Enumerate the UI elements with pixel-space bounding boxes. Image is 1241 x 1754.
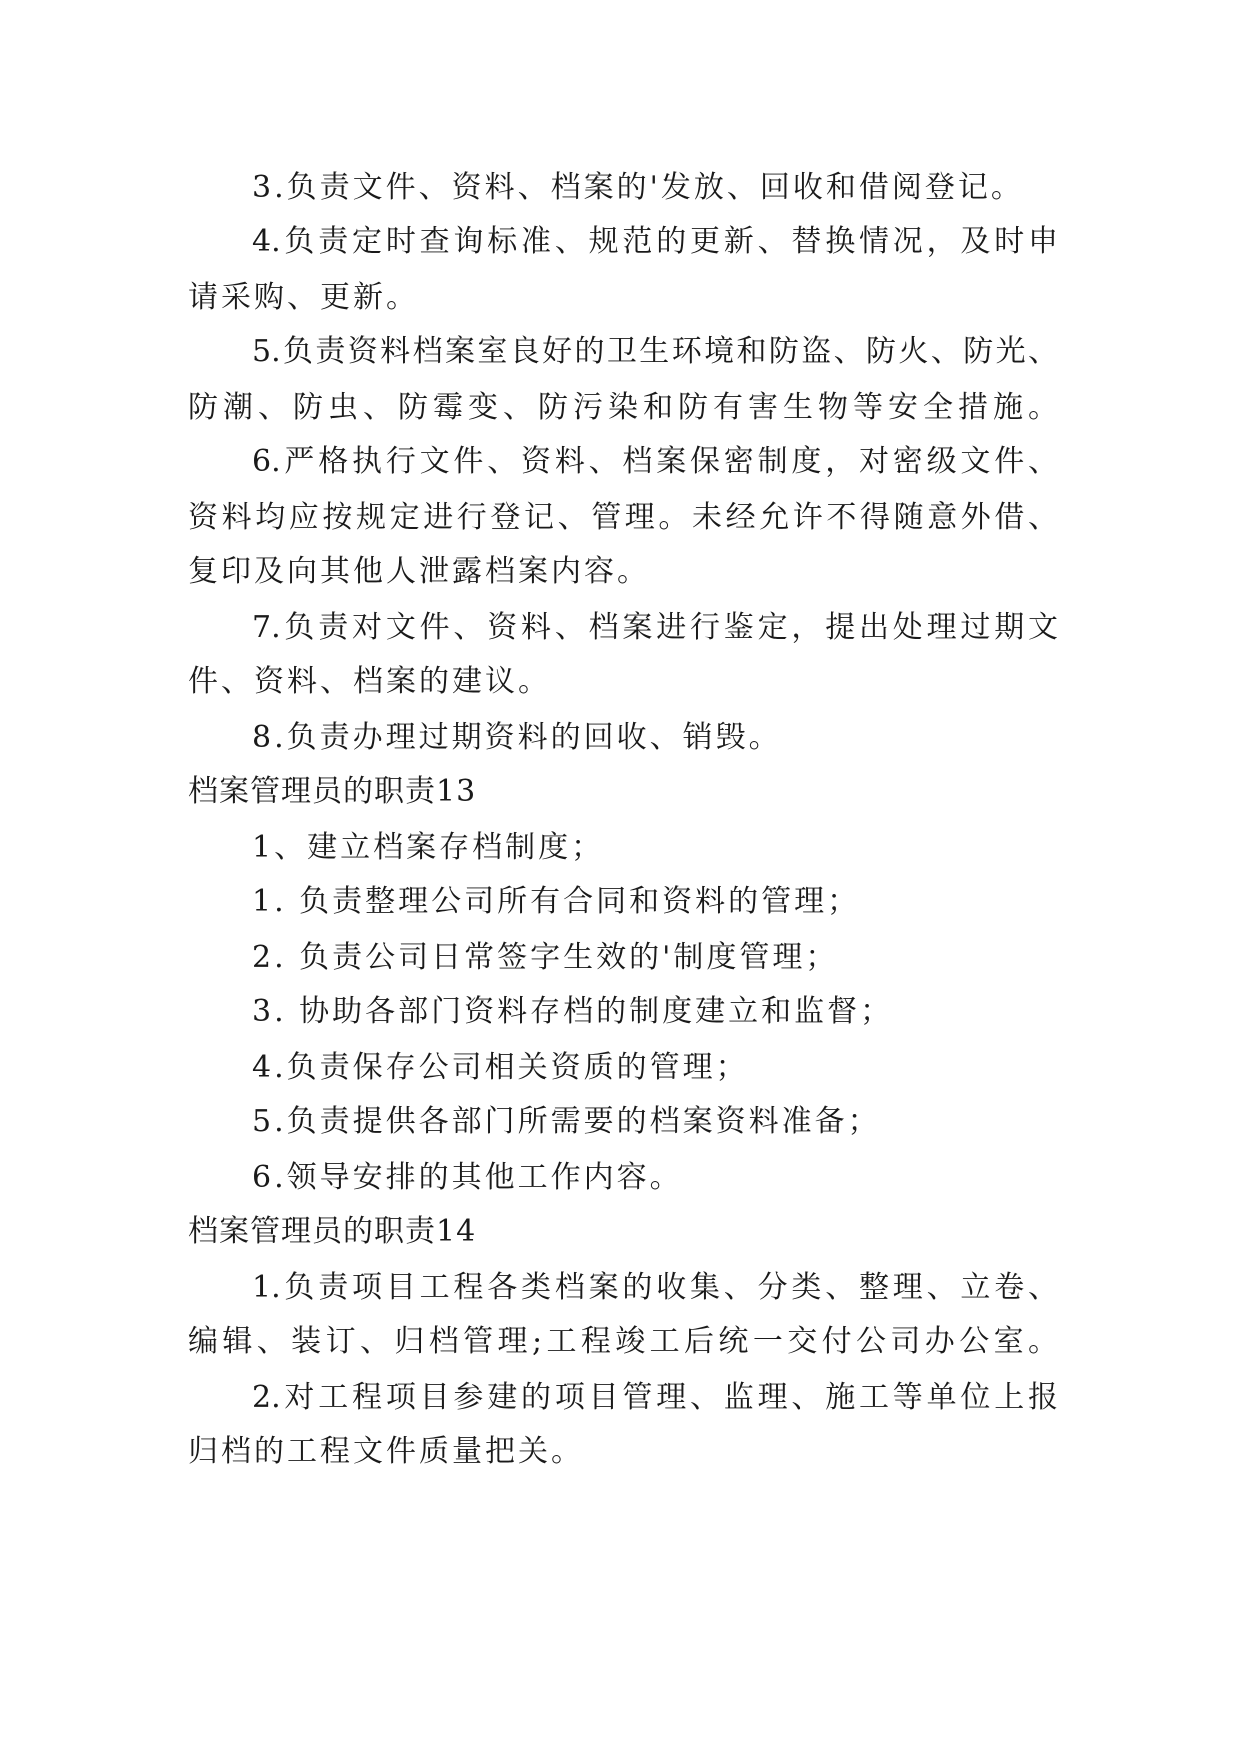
paragraph-line: 编辑、装订、归档管理;工程竣工后统一交付公司办公室。 [188,1324,1058,1359]
list-item: 1. 负责整理公司所有合同和资料的管理； [252,884,861,919]
paragraph-line: 1.负责项目工程各类档案的收集、分类、整理、立卷、 [252,1270,1058,1305]
paragraph-line: 资料均应按规定进行登记、管理。未经允许不得随意外借、 [188,500,1058,535]
section-heading: 档案管理员的职责14 [188,1214,477,1249]
paragraph-line: 2.对工程项目参建的项目管理、监理、施工等单位上报 [252,1380,1058,1415]
paragraph-line: 7.负责对文件、资料、档案进行鉴定，提出处理过期文 [252,610,1058,645]
paragraph-line: 5.负责资料档案室良好的卫生环境和防盗、防火、防光、 [252,334,1058,369]
list-item: 1、建立档案存档制度； [252,830,605,865]
list-item: 4.负责保存公司相关资质的管理； [252,1050,749,1085]
paragraph-line: 防潮、防虫、防霉变、防污染和防有害生物等安全措施。 [188,390,1058,425]
list-item: 6.领导安排的其他工作内容。 [252,1160,683,1195]
paragraph-line: 3.负责文件、资料、档案的'发放、回收和借阅登记。 [252,170,1024,205]
paragraph-line: 8.负责办理过期资料的回收、销毁。 [252,720,782,755]
section-heading: 档案管理员的职责13 [188,774,477,809]
list-item: 2. 负责公司日常签字生效的'制度管理； [252,940,839,975]
paragraph-line: 归档的工程文件质量把关。 [188,1434,584,1469]
paragraph-line: 6.严格执行文件、资料、档案保密制度，对密级文件、 [252,444,1058,479]
paragraph-line: 件、资料、档案的建议。 [188,664,551,699]
paragraph-line: 复印及向其他人泄露档案内容。 [188,554,650,589]
list-item: 3. 协助各部门资料存档的制度建立和监督； [252,994,894,1029]
paragraph-line: 请采购、更新。 [188,280,419,315]
list-item: 5.负责提供各部门所需要的档案资料准备； [252,1104,881,1139]
paragraph-line: 4.负责定时查询标准、规范的更新、替换情况，及时申 [252,224,1058,259]
